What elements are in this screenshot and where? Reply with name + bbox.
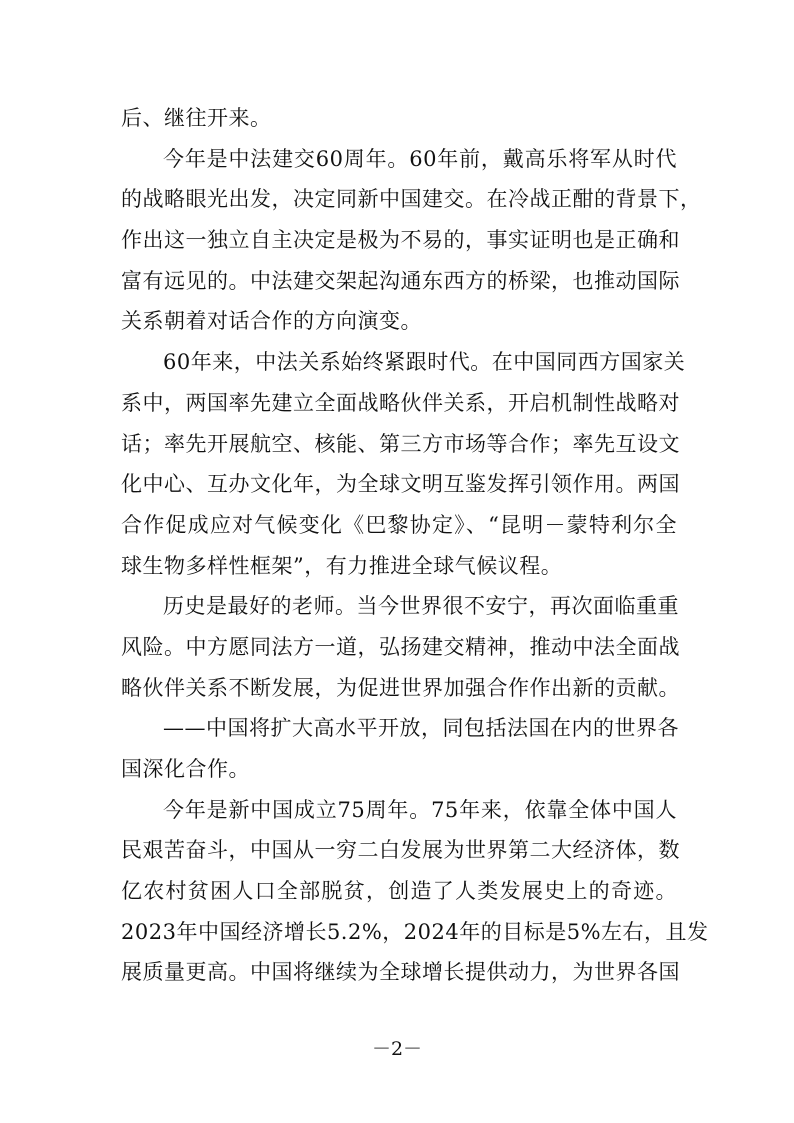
text-line: ——中国将扩大高水平开放，同包括法国在内的世界各 [163,716,679,741]
text-line: 亿农村贫困人口全部脱贫，创造了人类发展史上的奇迹。 [121,879,677,904]
text-line: 民艰苦奋斗，中国从一穷二白发展为世界第二大经济体，数 [121,838,680,863]
text-line: 的战略眼光出发，决定同新中国建交。在冷战正酣的背景下， [121,187,702,212]
text-line: 合作促成应对气候变化《巴黎协定》、“昆明－蒙特利尔全 [121,512,677,537]
text-line: 历史是最好的老师。当今世界很不安宁，再次面临重重 [163,594,679,619]
text-line: 关系朝着对话合作的方向演变。 [121,309,422,334]
text-line: 展质量更高。中国将继续为全球增长提供动力，为世界各国 [121,960,680,985]
text-line: 风险。中方愿同法方一道，弘扬建交精神，推动中法全面战 [121,634,680,659]
text-line: 略伙伴关系不断发展，为促进世界加强合作作出新的贡献。 [121,675,680,700]
text-line: 今年是新中国成立75周年。75年来，依靠全体中国人 [163,797,677,822]
text-line: 60年来，中法关系始终紧跟时代。在中国同西方国家关 [163,350,686,375]
text-line: 球生物多样性框架”，有力推进全球气候议程。 [121,553,563,578]
text-line: 后、继往开来。 [121,106,272,130]
text-line: 化中心、互办文化年，为全球文明互鉴发挥引领作用。两国 [121,472,680,497]
text-line: 富有远见的。中法建交架起沟通东西方的桥梁，也推动国际 [121,268,680,293]
text-line: 2023年中国经济增长5.2%，2024年的目标是5%左右，且发 [121,919,709,944]
page-number: －2－ [371,1038,423,1060]
text-line: 话；率先开展航空、核能、第三方市场等合作；率先互设文 [121,431,680,456]
text-line: 国深化合作。 [121,757,250,781]
text-line: 系中，两国率先建立全面战略伙伴关系，开启机制性战略对 [121,390,680,415]
text-line: 作出这一独立自主决定是极为不易的，事实证明也是正确和 [121,228,680,253]
text-line: 今年是中法建交60周年。60年前，戴高乐将军从时代 [163,146,677,171]
body-text [121,98,709,993]
